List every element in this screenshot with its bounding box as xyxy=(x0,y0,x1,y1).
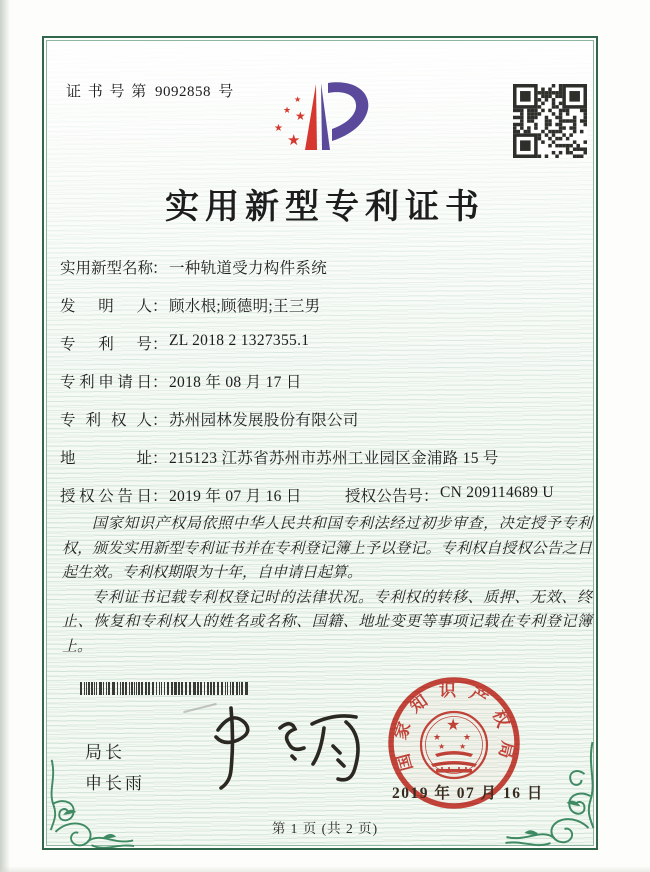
svg-text:★: ★ xyxy=(433,732,442,742)
certificate-title: 实用新型专利证书 xyxy=(165,189,485,226)
barcode-icon xyxy=(80,682,252,695)
certificate-fields xyxy=(60,256,595,522)
cert-no-suffix: 号 xyxy=(218,84,235,100)
seal-date: 2019 年 07 月 16 日 xyxy=(392,785,544,802)
field-grant-date: 授权公告日 ： 2019 年 07 月 16 日 授权公告号 ： CN 209114689 U xyxy=(60,484,554,505)
page-number: 第 1 页 (共 2 页) xyxy=(271,821,379,836)
cert-no-value: 9092858 xyxy=(155,84,212,100)
field-grant-number: 授权公告号 ： CN 209114689 U xyxy=(345,484,554,505)
signature-icon xyxy=(196,696,366,796)
field-filing-date: 专利申请日 ： 2018 年 08 月 17 日 xyxy=(60,374,302,391)
field-patent-number: 专利号 ： ZL 2018 2 1327355.1 xyxy=(60,332,310,353)
scan-edge xyxy=(0,0,10,872)
cert-no-prefix: 证 书 号 第 xyxy=(66,84,148,100)
svg-text:★: ★ xyxy=(294,95,302,104)
svg-text:★: ★ xyxy=(295,109,306,123)
svg-text:★: ★ xyxy=(459,742,467,751)
field-inventors: 发明人 ： 顾水根;顾德明;王三男 xyxy=(60,298,321,315)
seal-ring-text: 国家知识产权局 xyxy=(390,680,518,774)
svg-text:★: ★ xyxy=(287,133,301,149)
officer-block xyxy=(85,737,145,799)
certificate-number-line xyxy=(66,80,235,101)
field-address: 地址 ： 215123 江苏省苏州市苏州工业园区金浦路 15 号 xyxy=(60,450,499,467)
cnipa-patent-logo-icon xyxy=(268,66,403,174)
legal-paragraph-1: 国家知识产权局依照中华人民共和国专利法经过初步审查，决定授予专利权，颁发实用新型专利证书并在专利登记簿上予以登记。专利权自授权公告之日起生效。专利权期限为十年，自申请日起算。 xyxy=(62,516,592,581)
scan-edge-bottom xyxy=(0,866,650,872)
svg-text:★: ★ xyxy=(438,742,446,751)
legal-paragraph-2: 专利证书记载专利权登记时的法律状况。专利权的转移、质押、无效、终止、恢复和专利权人的姓名或名称、国籍、地址变更等事项记载在专利登记簿上。 xyxy=(62,589,592,655)
field-patentee: 专利权人 ： 苏州园林发展股份有限公司 xyxy=(60,412,359,429)
svg-text:★: ★ xyxy=(283,105,292,115)
officer-title: 局长 xyxy=(85,743,125,762)
svg-text:★: ★ xyxy=(463,732,472,742)
qr-code-icon xyxy=(513,84,587,158)
svg-text:★: ★ xyxy=(446,717,461,734)
svg-text:★: ★ xyxy=(274,123,283,134)
field-utility-model-name: 实用新型名称 ： 一种轨道受力构件系统 xyxy=(60,260,328,277)
officer-name: 申长雨 xyxy=(85,774,145,793)
legal-text xyxy=(62,512,592,659)
